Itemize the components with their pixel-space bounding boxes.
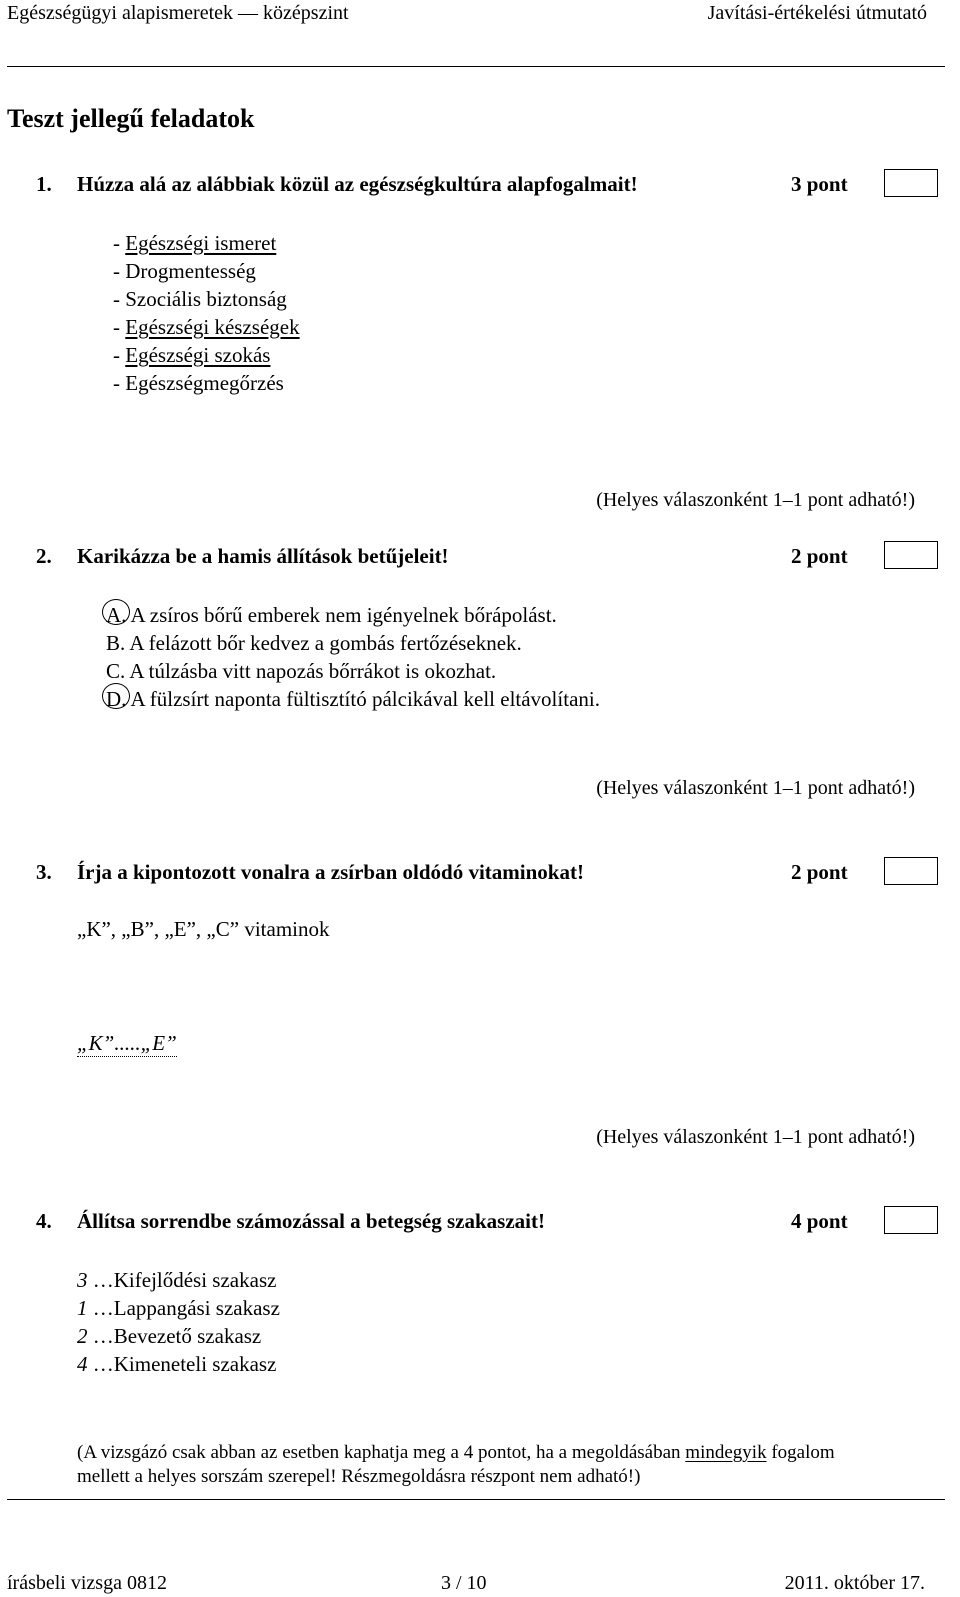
q2-list [106, 601, 600, 713]
q1-term-underlined: Egészségi ismeret [125, 231, 277, 255]
q1-number: 1. [36, 172, 52, 196]
q2-letter-circled: D. [106, 687, 127, 711]
q4-list [77, 1266, 280, 1378]
q2-letter-circled: A. [106, 603, 127, 627]
footer-right: 2011. október 17. [784, 1572, 925, 1594]
list-item: 3 …Kifejlődési szakasz [77, 1268, 277, 1292]
list-item: B. A felázott bőr kedvez a gombás fertőzéseknek. [106, 631, 522, 655]
list-item: D. A fülzsírt naponta fültisztító pálcikával kell eltávolítani. [106, 687, 600, 711]
q4-score-box [884, 1206, 938, 1234]
q4-number: 4. [36, 1209, 52, 1233]
q1-list [113, 229, 300, 397]
q4-prompt: Állítsa sorrendbe számozással a betegség szakaszait! [77, 1209, 545, 1233]
list-item: - Drogmentesség [113, 259, 256, 283]
q3-number: 3. [36, 860, 52, 884]
q3-scoring-note: (Helyes válaszonként 1–1 pont adható!) [596, 1126, 915, 1148]
q3-score-box [884, 857, 938, 885]
list-item: 4 …Kimeneteli szakasz [77, 1352, 277, 1376]
q3-options: „K”, „B”, „E”, „C” vitaminok [77, 917, 330, 941]
header-rule [7, 66, 945, 67]
list-item: - Egészségi készségek [113, 315, 300, 339]
q3-points: 2 pont [791, 860, 848, 884]
q2-score-box [884, 541, 938, 569]
q2-points: 2 pont [791, 544, 848, 568]
list-item: - Szociális biztonság [113, 287, 287, 311]
q2-prompt: Karikázza be a hamis állítások betűjeleit! [77, 544, 449, 568]
list-item: 2 …Bevezető szakasz [77, 1324, 262, 1348]
list-item: 1 …Lappangási szakasz [77, 1296, 280, 1320]
q1-scoring-note: (Helyes válaszonként 1–1 pont adható!) [596, 489, 915, 511]
q2-number: 2. [36, 544, 52, 568]
q1-score-box [884, 169, 938, 197]
list-item: C. A túlzásba vitt napozás bőrrákot is okozhat. [106, 659, 497, 683]
q1-term-underlined: Egészségi szokás [125, 343, 271, 367]
header-left: Egészségügyi alapismeretek — középszint [7, 2, 349, 24]
list-item: - Egészségi ismeret [113, 231, 277, 255]
q1-term-underlined: Egészségi készségek [125, 315, 300, 339]
q3-prompt: Írja a kipontozott vonalra a zsírban oldódó vitaminokat! [77, 860, 584, 884]
q1-prompt: Húzza alá az alábbiak közül az egészségkultúra alapfogalmait! [77, 172, 638, 196]
footer-rule [7, 1499, 945, 1500]
list-item: - Egészségmegőrzés [113, 371, 284, 395]
footer-left: írásbeli vizsga 0812 [7, 1572, 167, 1594]
q2-scoring-note: (Helyes válaszonként 1–1 pont adható!) [596, 777, 915, 799]
header-right: Javítási-értékelési útmutató [707, 2, 927, 24]
q1-points: 3 pont [791, 172, 848, 196]
page-number: 3 / 10 [441, 1572, 487, 1594]
list-item: - Egészségi szokás [113, 343, 271, 367]
section-title: Teszt jellegű feladatok [7, 104, 255, 133]
q4-scoring-note: (A vizsgázó csak abban az esetben kaphatja meg a 4 pontot, ha a megoldásában mindegyik fogalom mellett a helyes sorszám szerepel! Részmegoldásra részpont nem adható!) [77, 1442, 835, 1487]
q4-points: 4 pont [791, 1209, 848, 1233]
q3-answer: „K”.....„E” [77, 1031, 177, 1055]
list-item: A. A zsíros bőrű emberek nem igényelnek bőrápolást. [106, 603, 557, 627]
